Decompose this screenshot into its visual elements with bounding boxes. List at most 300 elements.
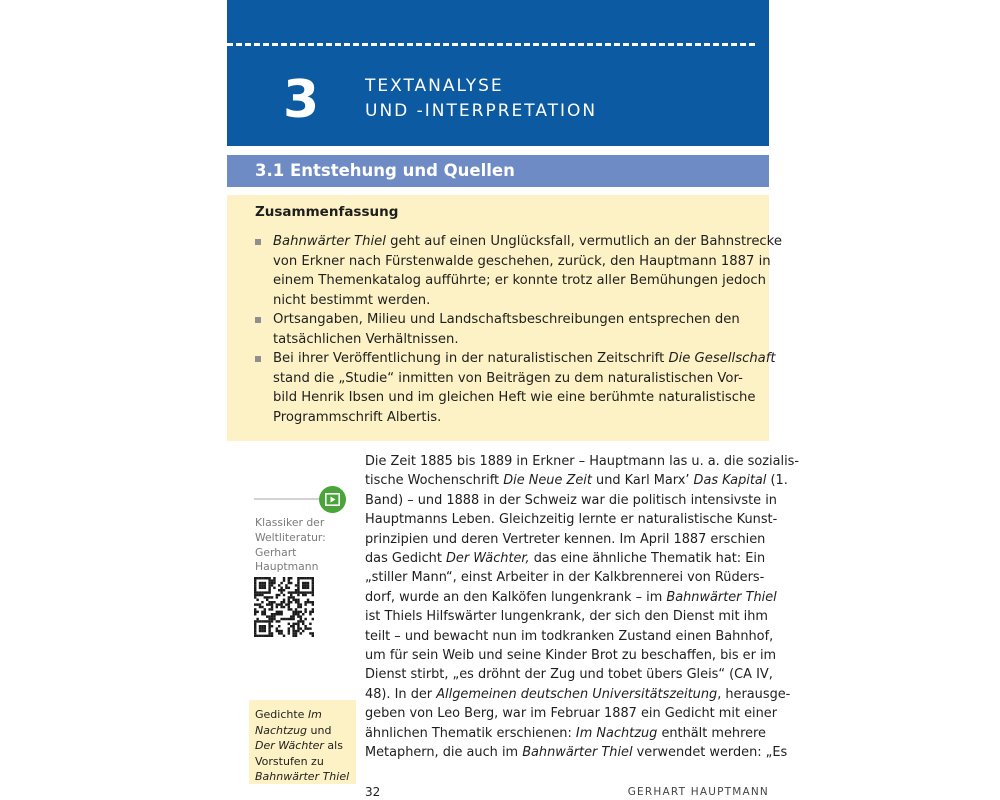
text-line	[365, 568, 769, 587]
text-run: bild Henrik Ibsen und im gleichen Heft wie eine berühmte naturalistische	[273, 390, 756, 405]
text-line	[255, 707, 349, 723]
qr-module	[264, 635, 266, 637]
text-line	[365, 452, 800, 471]
qr-module	[302, 584, 304, 586]
qr-module	[254, 625, 256, 627]
qr-module	[292, 596, 294, 598]
qr-module	[268, 596, 270, 598]
qr-module	[278, 611, 280, 613]
qr-module	[297, 630, 299, 632]
qr-module	[278, 620, 280, 622]
text-run: ähnlichen Thematik erschienen:	[365, 725, 576, 741]
sidebar-caption-line: Hauptmann	[255, 560, 319, 574]
qr-module	[295, 630, 297, 632]
qr-module	[259, 594, 261, 596]
qr-module	[266, 599, 268, 601]
qr-module	[288, 627, 290, 629]
qr-module	[312, 601, 314, 603]
qr-module	[271, 618, 273, 620]
running-title: GERHART HAUPTMANN	[627, 786, 769, 798]
qr-module	[295, 601, 297, 603]
qr-module	[288, 608, 290, 610]
qr-module	[273, 579, 275, 581]
qr-module	[297, 589, 299, 591]
qr-module	[304, 584, 306, 586]
qr-module	[261, 635, 263, 637]
qr-module	[254, 596, 256, 598]
qr-module	[309, 591, 311, 593]
qr-module	[271, 584, 273, 586]
text-run: tische Wochenschrift	[365, 473, 504, 489]
qr-module	[276, 630, 278, 632]
qr-module	[278, 589, 280, 591]
text-line	[365, 627, 774, 646]
qr-module	[307, 591, 309, 593]
qr-module	[297, 615, 299, 617]
qr-module	[280, 587, 282, 589]
sidebar-caption-line: Gerhart	[255, 545, 297, 559]
qr-module	[307, 582, 309, 584]
qr-module	[264, 620, 266, 622]
qr-module	[254, 632, 256, 634]
qr-module	[302, 630, 304, 632]
qr-module	[259, 584, 261, 586]
text-run: geht auf einen Unglücksfall, vermutlich an der Bahnstrecke	[385, 234, 782, 249]
qr-module	[312, 594, 314, 596]
qr-module	[304, 627, 306, 629]
qr-module	[264, 625, 266, 627]
qr-module	[292, 632, 294, 634]
qr-module	[297, 591, 299, 593]
text-run: 48). In der	[365, 686, 437, 702]
qr-module	[273, 618, 275, 620]
qr-module	[288, 582, 290, 584]
qr-module	[261, 611, 263, 613]
qr-module	[288, 591, 290, 593]
qr-module	[276, 611, 278, 613]
qr-module	[280, 582, 282, 584]
qr-module	[283, 635, 285, 637]
qr-module	[295, 599, 297, 601]
qr-module	[261, 591, 263, 593]
text-run: das eine ähnliche Thematik hat: Ein	[529, 551, 766, 567]
qr-module	[307, 601, 309, 603]
qr-module	[307, 627, 309, 629]
qr-module	[264, 584, 266, 586]
qr-module	[261, 620, 263, 622]
summary-list	[255, 232, 782, 427]
qr-module	[300, 632, 302, 634]
text-run: von Erkner nach Fürstenwalde geschehen, zurück, den Hauptmann 1887 in	[273, 253, 771, 269]
summary-title: Zusammenfassung	[255, 204, 399, 220]
qr-module	[312, 608, 314, 610]
text-line	[365, 549, 769, 568]
qr-module	[268, 582, 270, 584]
qr-module	[261, 601, 263, 603]
text-run: enthält mehrere	[657, 725, 766, 741]
qr-module	[292, 623, 294, 625]
qr-module	[259, 635, 261, 637]
text-line	[255, 738, 349, 754]
qr-module	[285, 587, 287, 589]
chapter-title	[365, 74, 597, 124]
qr-module	[300, 603, 302, 605]
qr-module	[254, 613, 256, 615]
qr-module	[297, 606, 299, 608]
text-run: und Karl Marx’	[591, 473, 694, 489]
qr-module	[290, 625, 292, 627]
italic-run: Die Neue Zeit	[503, 473, 592, 489]
qr-module	[256, 611, 258, 613]
qr-module	[292, 625, 294, 627]
qr-module	[276, 613, 278, 615]
qr-module	[292, 613, 294, 615]
text-run: Band) – und 1888 in der Schweiz war die politisch intensivste in	[365, 492, 777, 508]
qr-module	[254, 630, 256, 632]
text-line	[273, 349, 776, 369]
qr-module	[278, 613, 280, 615]
italic-run: Der Wächter	[255, 739, 324, 752]
qr-module	[309, 632, 311, 634]
qr-module	[268, 630, 270, 632]
qr-module	[312, 618, 314, 620]
qr-module	[278, 603, 280, 605]
qr-module	[292, 635, 294, 637]
qr-module	[297, 603, 299, 605]
qr-module	[297, 584, 299, 586]
qr-module	[256, 594, 258, 596]
qr-module	[268, 635, 270, 637]
qr-module	[283, 599, 285, 601]
text-run: „stiller Mann“, einst Arbeiter in der Kalkbrennerei von Rüders-	[365, 570, 765, 586]
qr-module	[283, 589, 285, 591]
summary-item	[255, 349, 776, 427]
qr-module	[266, 577, 268, 579]
bullet-icon	[255, 317, 261, 323]
qr-module	[276, 596, 278, 598]
qr-module	[261, 584, 263, 586]
qr-module	[297, 625, 299, 627]
qr-module	[300, 591, 302, 593]
qr-module	[254, 582, 256, 584]
qr-module	[297, 587, 299, 589]
qr-module	[280, 613, 282, 615]
qr-module	[280, 611, 282, 613]
text-run: Vorstufen zu	[255, 754, 324, 768]
text-run: (1.	[766, 473, 788, 489]
italic-run: Bahnwärter Thiel	[666, 589, 777, 605]
qr-module	[280, 601, 282, 603]
qr-module	[292, 599, 294, 601]
qr-module	[304, 603, 306, 605]
text-line	[255, 754, 349, 770]
qr-module	[256, 603, 258, 605]
video-screen-icon	[325, 493, 340, 506]
qr-module	[312, 632, 314, 634]
text-line	[273, 271, 765, 291]
qr-module	[268, 587, 270, 589]
qr-module	[280, 591, 282, 593]
qr-module	[312, 589, 314, 591]
text-line	[273, 252, 771, 272]
text-line	[365, 646, 777, 665]
qr-module	[309, 623, 311, 625]
qr-module	[288, 601, 290, 603]
text-line	[365, 704, 778, 723]
summary-item	[255, 310, 765, 349]
qr-module	[288, 632, 290, 634]
qr-module	[254, 635, 256, 637]
text-run: Gedichte	[255, 708, 308, 721]
qr-module	[283, 577, 285, 579]
qr-module	[297, 577, 299, 579]
qr-module	[290, 615, 292, 617]
qr-module	[283, 579, 285, 581]
qr-module	[268, 591, 270, 593]
qr-module	[304, 601, 306, 603]
qr-module	[271, 625, 273, 627]
text-line	[365, 607, 769, 626]
qr-module	[254, 587, 256, 589]
qr-module	[271, 632, 273, 634]
text-line	[365, 665, 773, 684]
qr-module	[273, 577, 275, 579]
qr-module	[264, 611, 266, 613]
text-run: und	[307, 723, 332, 737]
qr-module	[278, 594, 280, 596]
summary-item-text	[273, 232, 782, 310]
qr-module	[268, 618, 270, 620]
qr-module	[254, 591, 256, 593]
qr-module	[268, 620, 270, 622]
qr-module	[266, 591, 268, 593]
qr-module	[273, 587, 275, 589]
qr-module	[285, 603, 287, 605]
qr-module	[271, 620, 273, 622]
italic-run: Allgemeinen deutschen Universitätszeitung	[436, 686, 718, 702]
qr-module	[302, 587, 304, 589]
qr-module	[259, 582, 261, 584]
qr-module	[264, 596, 266, 598]
qr-module	[312, 579, 314, 581]
qr-module	[309, 611, 311, 613]
qr-module	[256, 618, 258, 620]
qr-module	[304, 587, 306, 589]
qr-module	[271, 579, 273, 581]
qr-module	[280, 603, 282, 605]
qr-module	[300, 611, 302, 613]
italic-run: Bahnwärter Thiel	[522, 745, 633, 761]
qr-module	[300, 615, 302, 617]
text-run: tatsächlichen Verhältnissen.	[273, 331, 459, 347]
text-run: nicht bestimmt werden.	[273, 292, 431, 308]
qr-module	[288, 603, 290, 605]
qr-module	[312, 635, 314, 637]
italic-run: Das Kapital	[693, 473, 767, 489]
qr-module	[290, 601, 292, 603]
qr-module	[295, 591, 297, 593]
text-run: Hauptmanns Leben. Gleichzeitig lernte er naturalistische Kunst-	[365, 512, 778, 528]
qr-module	[254, 603, 256, 605]
qr-module	[271, 601, 273, 603]
bullet-icon	[255, 356, 261, 362]
qr-module	[280, 632, 282, 634]
qr-module	[297, 582, 299, 584]
qr-module	[290, 594, 292, 596]
qr-module	[266, 603, 268, 605]
qr-module	[290, 608, 292, 610]
text-line	[365, 724, 769, 743]
video-play-icon[interactable]	[319, 486, 346, 513]
qr-module	[259, 630, 261, 632]
qr-module	[297, 620, 299, 622]
chapter-banner	[227, 0, 769, 146]
qr-module	[280, 630, 282, 632]
qr-module	[312, 603, 314, 605]
sidebar-caption-line: Weltliteratur:	[255, 530, 326, 544]
qr-module	[254, 611, 256, 613]
text-line	[255, 769, 349, 785]
text-line	[273, 310, 765, 330]
chapter-number: 3	[283, 70, 320, 130]
summary-box	[227, 195, 782, 441]
qr-module	[259, 591, 261, 593]
qr-module	[283, 606, 285, 608]
qr-module	[261, 594, 263, 596]
qr-module	[278, 625, 280, 627]
qr-module	[312, 582, 314, 584]
qr-module	[264, 587, 266, 589]
text-run: Ortsangaben, Milieu und Landschaftsbeschreibungen entsprechen den	[273, 312, 740, 327]
chapter-title-line-1: TEXTANALYSE	[365, 76, 504, 96]
qr-module	[276, 603, 278, 605]
qr-module	[264, 577, 266, 579]
qr-code[interactable]	[254, 577, 314, 637]
qr-module	[304, 611, 306, 613]
qr-module	[273, 615, 275, 617]
qr-module	[295, 608, 297, 610]
qr-module	[259, 603, 261, 605]
text-line	[273, 330, 765, 350]
qr-module	[261, 625, 263, 627]
qr-module	[256, 599, 258, 601]
qr-module	[271, 615, 273, 617]
qr-module	[256, 635, 258, 637]
qr-module	[312, 577, 314, 579]
text-run: teilt – und bewacht nun im todkranken Zustand einen Bahnhof,	[365, 628, 774, 644]
qr-module	[295, 635, 297, 637]
qr-module	[304, 608, 306, 610]
text-line	[365, 471, 788, 490]
qr-module	[268, 589, 270, 591]
qr-module	[297, 594, 299, 596]
qr-module	[266, 635, 268, 637]
qr-module	[254, 577, 256, 579]
qr-module	[280, 618, 282, 620]
body-paragraph	[365, 452, 800, 763]
qr-module	[309, 613, 311, 615]
qr-module	[271, 606, 273, 608]
qr-module	[297, 611, 299, 613]
qr-module	[285, 618, 287, 620]
qr-module	[261, 613, 263, 615]
qr-module	[268, 603, 270, 605]
qr-module	[268, 579, 270, 581]
qr-module	[264, 627, 266, 629]
text-run: geben von Leo Berg, war im Februar 1887 ein Gedicht mit einer	[365, 706, 778, 722]
qr-module	[283, 618, 285, 620]
qr-module	[273, 582, 275, 584]
text-line	[365, 588, 777, 607]
qr-module	[288, 587, 290, 589]
qr-module	[254, 623, 256, 625]
qr-module	[264, 613, 266, 615]
qr-module	[288, 596, 290, 598]
qr-module	[312, 584, 314, 586]
qr-module	[271, 608, 273, 610]
italic-run: Der Wächter,	[446, 551, 530, 567]
qr-module	[283, 601, 285, 603]
qr-module	[254, 608, 256, 610]
qr-module	[304, 582, 306, 584]
qr-module	[268, 625, 270, 627]
text-line	[365, 743, 788, 762]
qr-module	[271, 635, 273, 637]
qr-module	[288, 577, 290, 579]
qr-module	[264, 582, 266, 584]
qr-module	[261, 587, 263, 589]
qr-module	[273, 601, 275, 603]
text-run: einem Themenkatalog aufführte; er konnte trotz aller Bemühungen jedoch	[273, 273, 766, 288]
qr-module	[266, 596, 268, 598]
qr-module	[297, 601, 299, 603]
qr-module	[268, 577, 270, 579]
qr-module	[259, 577, 261, 579]
qr-module	[254, 620, 256, 622]
qr-module	[268, 615, 270, 617]
qr-module	[288, 623, 290, 625]
text-run: , herausge-	[717, 686, 791, 702]
qr-module	[271, 596, 273, 598]
qr-module	[288, 579, 290, 581]
qr-module	[312, 587, 314, 589]
qr-module	[302, 594, 304, 596]
qr-module	[292, 627, 294, 629]
qr-module	[264, 608, 266, 610]
qr-module	[259, 587, 261, 589]
qr-module	[304, 625, 306, 627]
qr-module	[266, 615, 268, 617]
qr-module	[273, 613, 275, 615]
qr-module	[259, 627, 261, 629]
qr-module	[290, 591, 292, 593]
qr-module	[254, 627, 256, 629]
qr-module	[266, 620, 268, 622]
qr-module	[280, 606, 282, 608]
italic-run: Die Gesellschaft	[668, 351, 776, 366]
qr-module	[302, 623, 304, 625]
qr-module	[256, 591, 258, 593]
qr-module	[309, 601, 311, 603]
qr-module	[295, 584, 297, 586]
qr-module	[278, 632, 280, 634]
qr-module	[307, 577, 309, 579]
qr-module	[254, 594, 256, 596]
qr-module	[285, 584, 287, 586]
text-line	[365, 530, 769, 549]
italic-run: Nachtzug	[255, 723, 308, 737]
italic-run: Bahnwärter Thiel	[273, 234, 386, 249]
